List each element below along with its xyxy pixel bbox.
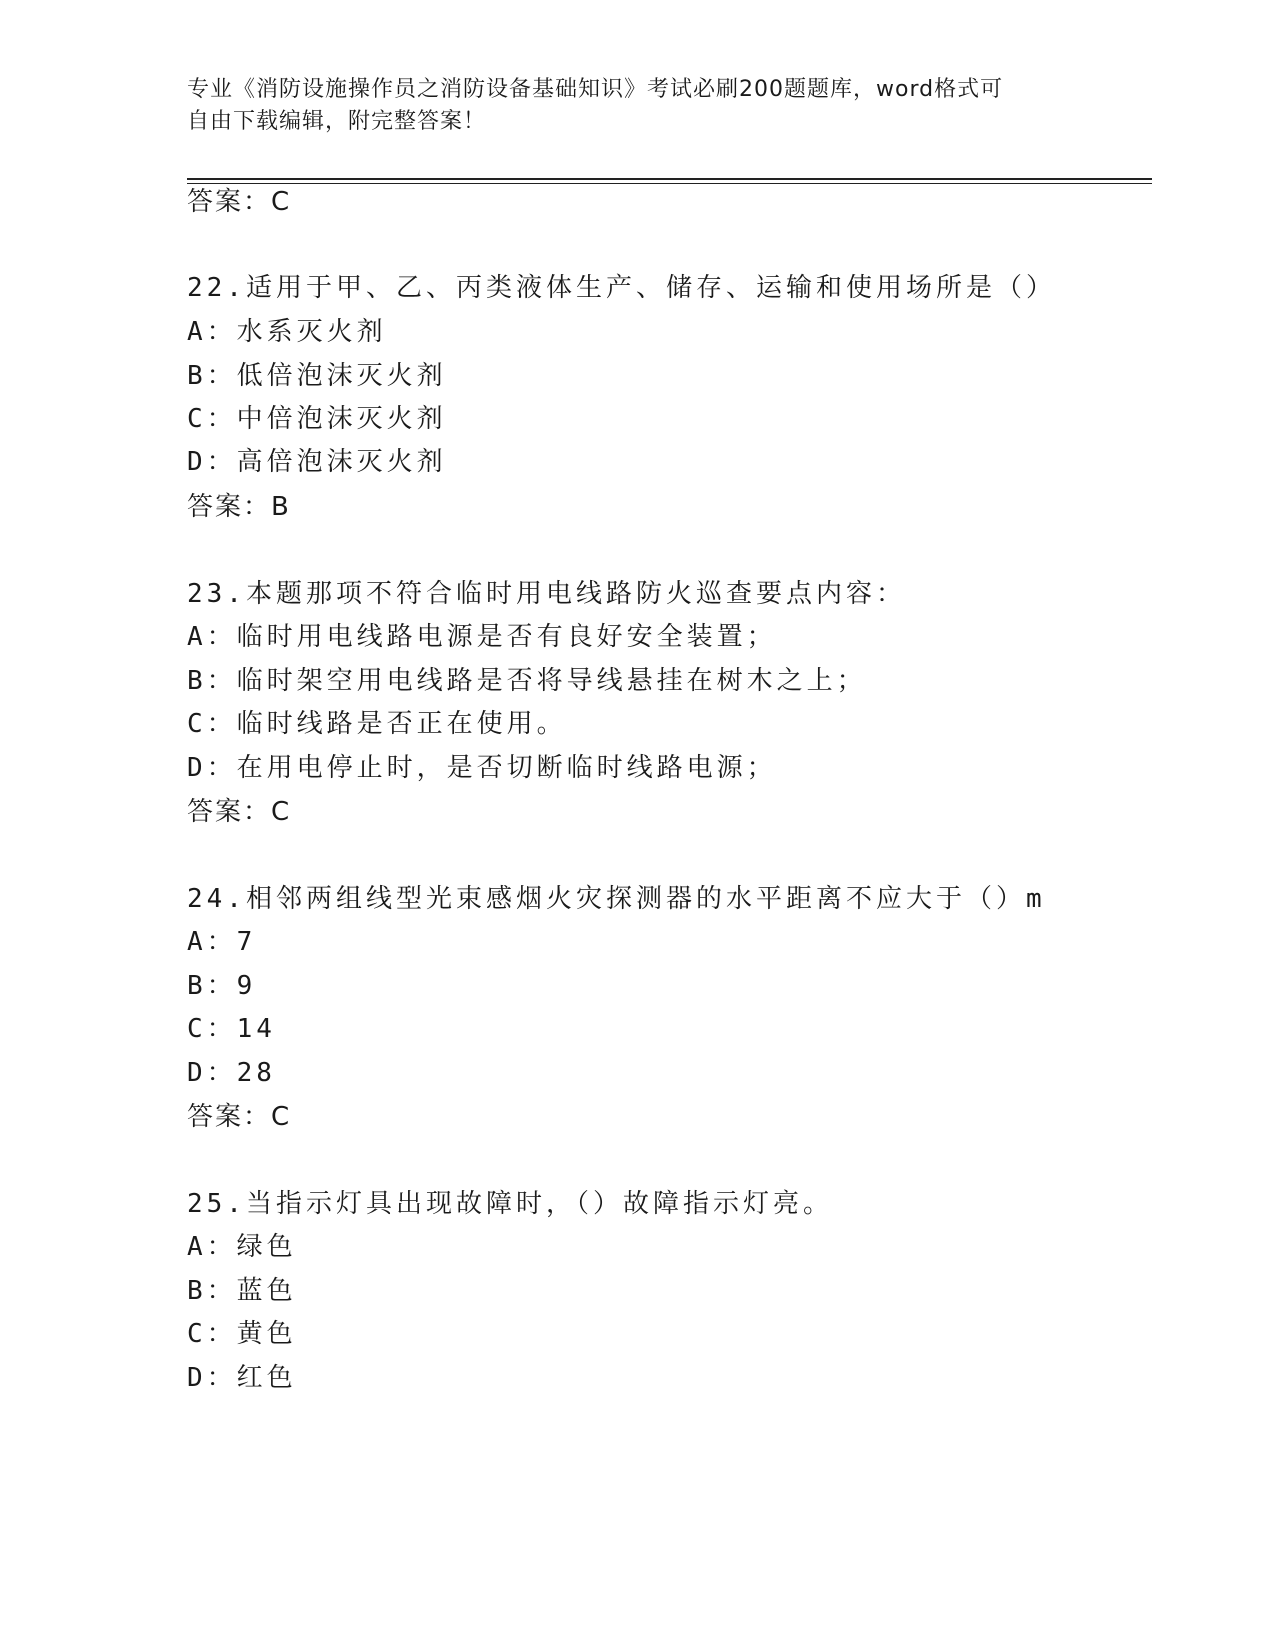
question-24-answer: 答案：C — [187, 1102, 292, 1132]
header-line-1: 专业《消防设施操作员之消防设备基础知识》考试必刷200题题库，word格式可 — [187, 77, 1004, 102]
question-22-option-c: C：中倍泡沫灭火剂 — [187, 404, 447, 434]
question-25-option-b: B：蓝色 — [187, 1276, 297, 1306]
header-divider-thin — [187, 183, 1152, 184]
question-24-option-b: B：9 — [187, 971, 257, 1001]
question-23-option-b: B：临时架空用电线路是否将导线悬挂在树木之上； — [187, 666, 867, 696]
question-25-option-c: C：黄色 — [187, 1319, 297, 1349]
question-23-option-a: A：临时用电线路电源是否有良好安全装置； — [187, 622, 777, 652]
question-23-stem: 23.本题那项不符合临时用电线路防火巡查要点内容： — [187, 579, 906, 609]
header-divider-thick — [187, 178, 1152, 180]
question-22-option-d: D：高倍泡沫灭火剂 — [187, 447, 447, 477]
question-22-option-a: A：水系灭火剂 — [187, 317, 387, 347]
question-25-option-a: A：绿色 — [187, 1232, 297, 1262]
question-22-answer: 答案：B — [187, 492, 291, 522]
question-24-option-a: A：7 — [187, 927, 257, 957]
question-22-option-b: B：低倍泡沫灭火剂 — [187, 361, 447, 391]
question-25-stem: 25.当指示灯具出现故障时，（）故障指示灯亮。 — [187, 1189, 833, 1219]
question-23-option-d: D：在用电停止时，是否切断临时线路电源； — [187, 753, 777, 783]
question-25-option-d: D：红色 — [187, 1363, 297, 1393]
question-24-option-c: C：14 — [187, 1014, 276, 1044]
answer-previous: 答案：C — [187, 187, 292, 217]
question-22-stem: 22.适用于甲、乙、丙类液体生产、储存、运输和使用场所是（） — [187, 273, 1056, 303]
question-24-option-d: D：28 — [187, 1058, 276, 1088]
question-24-stem: 24.相邻两组线型光束感烟火灾探测器的水平距离不应大于（）m — [187, 884, 1046, 914]
document-header — [187, 74, 1087, 138]
header-line-2: 自由下载编辑，附完整答案！ — [187, 109, 487, 134]
question-23-answer: 答案：C — [187, 797, 292, 827]
question-23-option-c: C：临时线路是否正在使用。 — [187, 709, 567, 739]
